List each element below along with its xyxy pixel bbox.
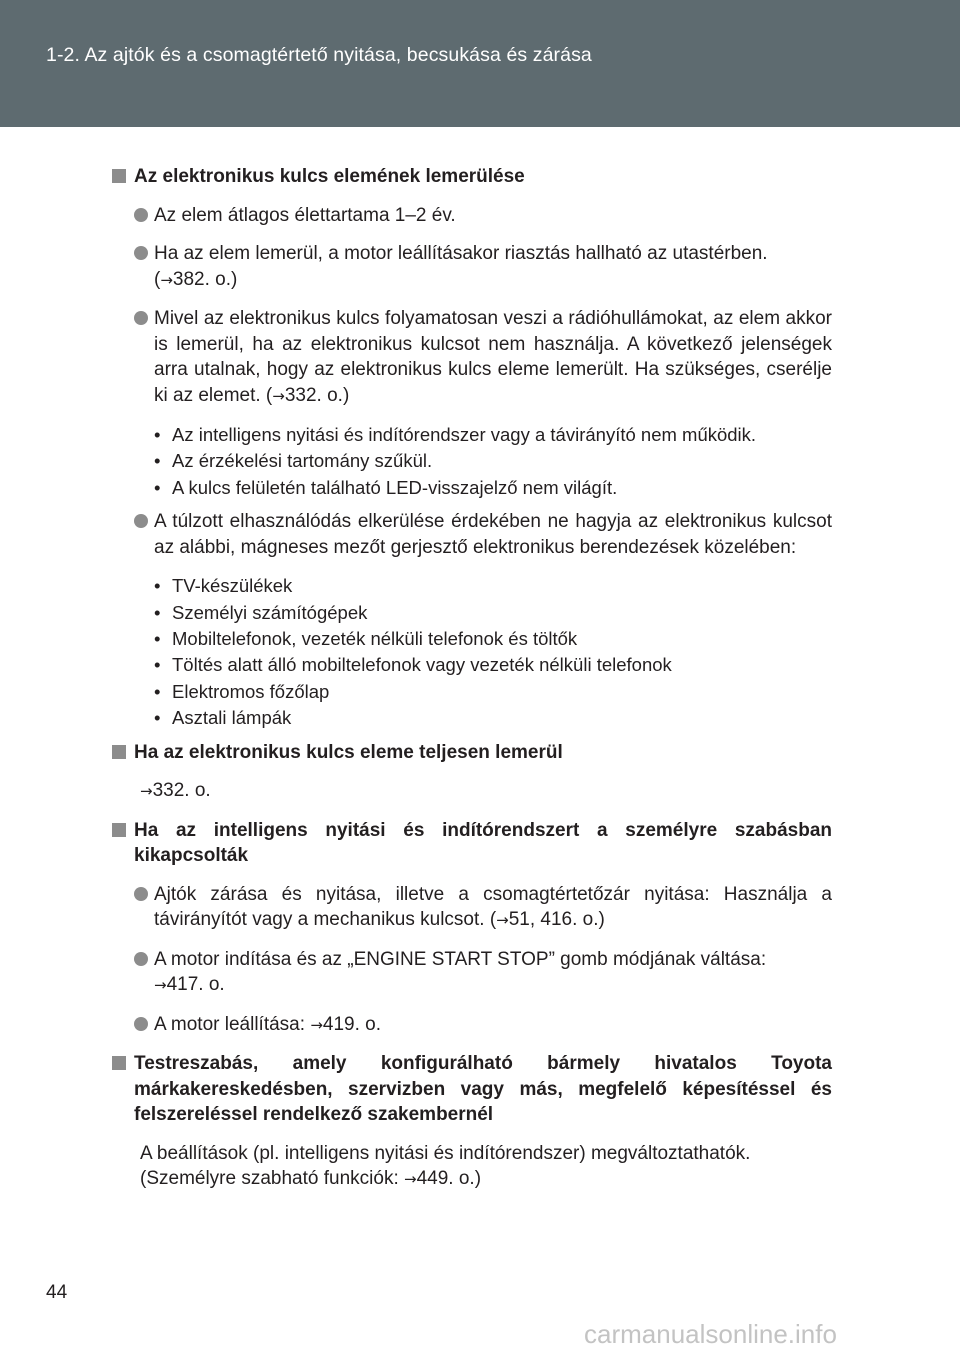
circle-bullet-icon bbox=[134, 208, 148, 222]
arrow-icon: → bbox=[496, 911, 509, 930]
bullet-item: Ajtók zárása és nyitása, illetve a csomagtértetőzár nyitása: Használja a távirányítót vagy a mechanikus kulcsot. (→51, 416. o.) bbox=[112, 882, 832, 934]
circle-bullet-icon bbox=[134, 887, 148, 901]
list-item: • Személyi számítógépek bbox=[112, 600, 832, 626]
section-heading: Ha az elektronikus kulcs eleme teljesen lemerül bbox=[112, 740, 832, 766]
bullet-item: A motor indítása és az „ENGINE START STOP” gomb módjának váltása: →417. o. bbox=[112, 947, 832, 999]
circle-bullet-icon bbox=[134, 952, 148, 966]
chapter-title: 1-2. Az ajtók és a csomagtértető nyitása, becsukása és zárása bbox=[46, 44, 592, 66]
list-item: • Az érzékelési tartomány szűkül. bbox=[112, 448, 832, 474]
square-bullet-icon bbox=[112, 823, 126, 837]
list-item: • Az intelligens nyitási és indítórendszer vagy a távirányító nem működik. bbox=[112, 422, 832, 448]
symptom-list bbox=[112, 422, 832, 501]
square-bullet-icon bbox=[112, 1056, 126, 1070]
reference-text: →332. o. bbox=[140, 780, 211, 802]
bullet-item: A túlzott elhasználódás elkerülése érdekében ne hagyja az elektronikus kulcsot az alábbi, mágneses mezőt gerjesztő elektronikus berendezések közelében: bbox=[112, 509, 832, 560]
circle-bullet-icon bbox=[134, 311, 148, 325]
circle-bullet-icon bbox=[134, 514, 148, 528]
section-heading: Az elektronikus kulcs elemének lemerülése bbox=[112, 164, 832, 190]
arrow-icon: → bbox=[310, 1015, 323, 1034]
bullet-item: A motor leállítása: →419. o. bbox=[112, 1012, 832, 1039]
square-bullet-icon bbox=[112, 169, 126, 183]
bullet-item: Mivel az elektronikus kulcs folyamatosan veszi a rádióhullámokat, az elem akkor is lemerül, ha az elektronikus kulcsot nem használja. A következő jelenségek arra utalnak, hogy az elektronikus kulcs eleme lemerült. Ha szükséges, cserélje ki az elemet. (→332. o.) bbox=[112, 306, 832, 409]
watermark: carmanualsonline.info bbox=[584, 1319, 837, 1349]
circle-bullet-icon bbox=[134, 246, 148, 260]
square-bullet-icon bbox=[112, 745, 126, 759]
list-item: • A kulcs felületén található LED-visszajelző nem világít. bbox=[112, 475, 832, 501]
list-item: • Elektromos főzőlap bbox=[112, 679, 832, 705]
section-heading: Testreszabás, amely konfigurálható bármely hivatalos Toyota márkakereskedésben, szervizben vagy más, megfelelő képesítéssel és felszereléssel rendelkező szakembernél bbox=[112, 1051, 832, 1128]
arrow-icon: → bbox=[272, 386, 285, 405]
page-header bbox=[0, 0, 960, 127]
customization-text: A beállítások (pl. intelligens nyitási és indítórendszer) megváltoztathatók. (Személyre szabható funkciók: →449. o.) bbox=[140, 1142, 751, 1190]
page-content bbox=[112, 164, 832, 1206]
list-item: • Töltés alatt álló mobiltelefonok vagy vezeték nélküli telefonok bbox=[112, 652, 832, 678]
page-number: 44 bbox=[46, 1282, 68, 1303]
list-item: • Mobiltelefonok, vezeték nélküli telefonok és töltők bbox=[112, 626, 832, 652]
list-item: • Asztali lámpák bbox=[112, 705, 832, 731]
device-list bbox=[112, 573, 832, 731]
list-item: • TV-készülékek bbox=[112, 573, 832, 599]
arrow-icon: → bbox=[154, 976, 167, 995]
arrow-icon: → bbox=[160, 270, 173, 289]
bullet-item: Az elem átlagos élettartama 1–2 év. bbox=[112, 203, 832, 229]
arrow-icon: → bbox=[404, 1170, 417, 1189]
arrow-icon: → bbox=[140, 782, 153, 801]
circle-bullet-icon bbox=[134, 1017, 148, 1031]
bullet-item: Ha az elem lemerül, a motor leállításakor riasztás hallható az utastérben. (→382. o.) bbox=[112, 241, 832, 293]
section-heading: Ha az intelligens nyitási és indítórendszert a személyre szabásban kikapcsolták bbox=[112, 818, 832, 869]
